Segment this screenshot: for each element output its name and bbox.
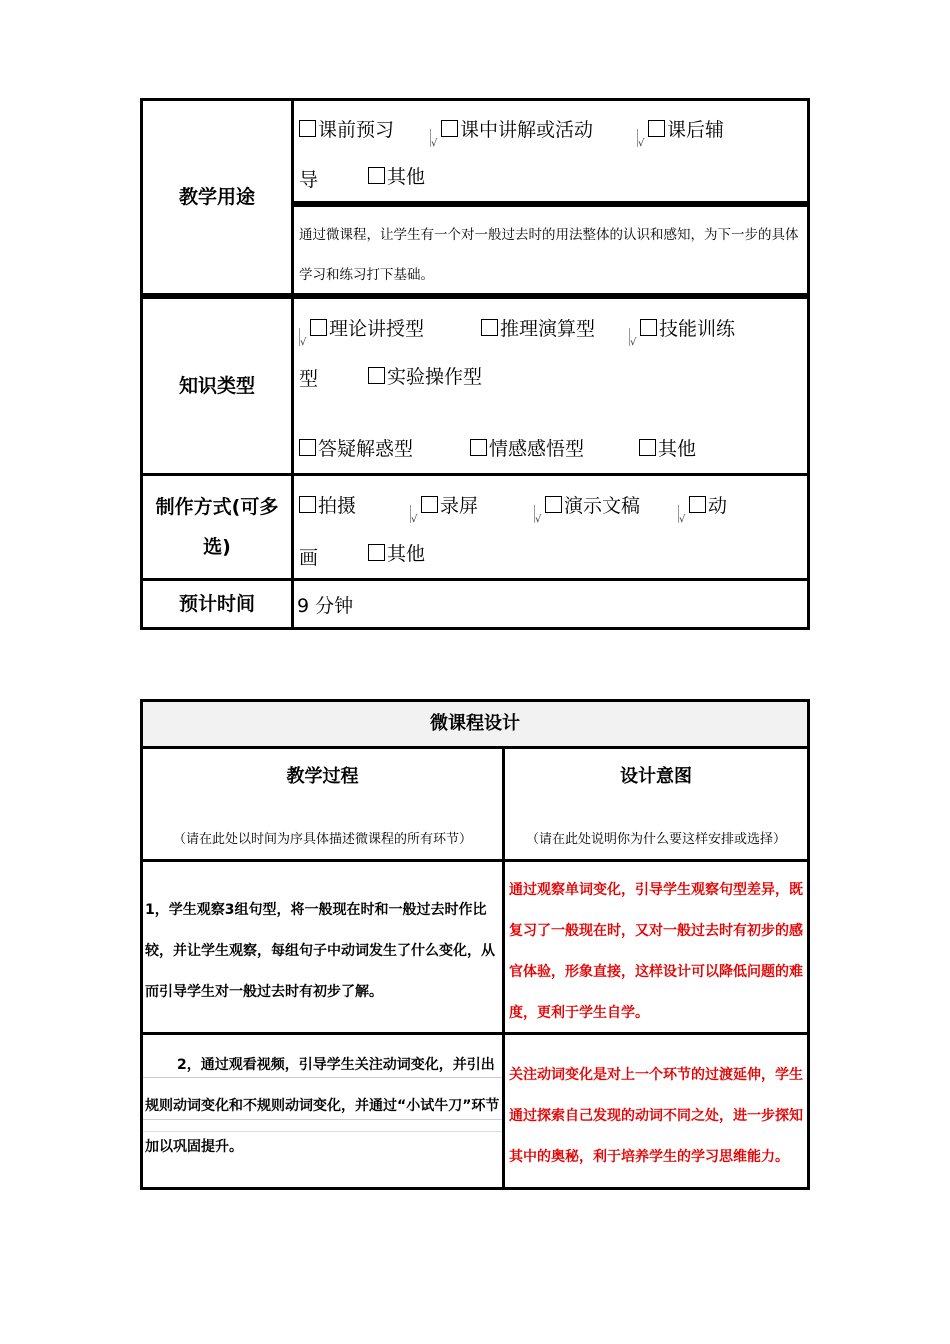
option-after-class-cont: 导: [299, 169, 319, 191]
option-animation-cont: 画: [299, 547, 319, 569]
checkbox-icon: [310, 319, 327, 336]
checkmark-icon: √: [637, 129, 645, 147]
intent-note: （请在此处说明你为什么要这样安排或选择）: [525, 832, 786, 847]
usage-label: 教学用途: [140, 98, 294, 296]
checkbox-icon: [441, 120, 458, 137]
checkbox-icon: [639, 439, 656, 456]
option-emotion[interactable]: 情感感悟型: [470, 437, 584, 461]
production-label: 制作方式(可多选): [140, 473, 294, 581]
option-skill[interactable]: √技能训练: [630, 318, 736, 348]
checkbox-icon: [368, 167, 385, 184]
production-options-cell: [291, 473, 810, 581]
usage-description-cell: [291, 204, 810, 296]
intent-text-1: 通过观察单词变化，引导学生观察句型差异，既复习了一般现在时，又对一般过去时有初步的感官体验，形象直接，这样设计可以降低问题的难度，更利于学生自学。: [509, 882, 803, 1021]
option-in-class[interactable]: √课中讲解或活动: [431, 119, 594, 149]
process-text-2: 2，通过观看视频，引导学生关注动词变化，并引出规则动词变化和不规则动词变化，并通过“小试牛刀”环节加以巩固提升。: [145, 1057, 500, 1155]
checkmark-icon: √: [430, 129, 438, 147]
checkbox-icon: [299, 439, 316, 456]
checkmark-icon: √: [410, 505, 418, 523]
intent-row-1: [502, 859, 810, 1035]
process-row-2: [140, 1032, 505, 1190]
checkbox-icon: [299, 120, 316, 137]
time-value-cell: [291, 578, 810, 630]
checkbox-icon: [640, 319, 657, 336]
checkbox-icon: [545, 496, 562, 513]
checkmark-icon: √: [299, 328, 307, 346]
checkbox-icon: [368, 367, 385, 384]
process-text-1: 1，学生观察3组句型，将一般现在时和一般过去时作比较，并让学生观察，每组句子中动词发生了什么变化，从而引导学生对一般过去时有初步了解。: [145, 902, 495, 1000]
checkbox-icon: [470, 439, 487, 456]
time-label: 预计时间: [140, 578, 294, 630]
option-reasoning[interactable]: 推理演算型: [481, 317, 595, 341]
option-after-class[interactable]: √课后辅: [638, 119, 725, 149]
option-production-other[interactable]: 其他: [368, 542, 425, 566]
intent-header: 设计意图: [620, 766, 692, 787]
knowledge-label: 知识类型: [140, 296, 294, 476]
usage-options-cell: [291, 98, 810, 204]
time-value: 9 分钟: [297, 595, 354, 617]
option-qa[interactable]: 答疑解惑型: [299, 437, 413, 461]
option-other[interactable]: 其他: [368, 165, 425, 189]
checkbox-icon: [481, 319, 498, 336]
checkbox-icon: [648, 120, 665, 137]
option-screen-record[interactable]: √录屏: [411, 495, 479, 525]
knowledge-options-cell: [291, 296, 810, 476]
checkbox-icon: [421, 496, 438, 513]
option-theory[interactable]: √理论讲授型: [300, 318, 425, 348]
option-preview[interactable]: 课前预习: [299, 118, 394, 142]
process-note: （请在此处以时间为序具体描述微课程的所有环节）: [172, 832, 472, 847]
design-title: 微课程设计: [140, 699, 810, 749]
checkmark-icon: √: [534, 505, 542, 523]
option-skill-cont: 型: [299, 368, 319, 390]
intent-text-2: 关注动词变化是对上一个环节的过渡延伸，学生通过探索自己发现的动词不同之处，进一步探知其中的奥秘，利于培养学生的学习思维能力。: [509, 1067, 803, 1165]
intent-header-cell: [502, 746, 810, 862]
option-slides[interactable]: √演示文稿: [535, 495, 641, 525]
option-animation[interactable]: √动: [679, 495, 728, 525]
checkmark-icon: √: [629, 328, 637, 346]
process-row-1: [140, 859, 505, 1035]
checkbox-icon: [368, 544, 385, 561]
option-knowledge-other[interactable]: 其他: [639, 437, 696, 461]
option-experiment[interactable]: 实验操作型: [368, 365, 482, 389]
process-header-cell: [140, 746, 505, 862]
checkmark-icon: √: [678, 505, 686, 523]
option-filming[interactable]: 拍摄: [299, 494, 356, 518]
usage-description: 通过微课程，让学生有一个对一般过去时的用法整体的认识和感知，为下一步的具体学习和练习打下基础。: [299, 227, 799, 283]
checkbox-icon: [299, 496, 316, 513]
checkbox-icon: [689, 496, 706, 513]
intent-row-2: [502, 1032, 810, 1190]
process-header: 教学过程: [286, 766, 359, 787]
